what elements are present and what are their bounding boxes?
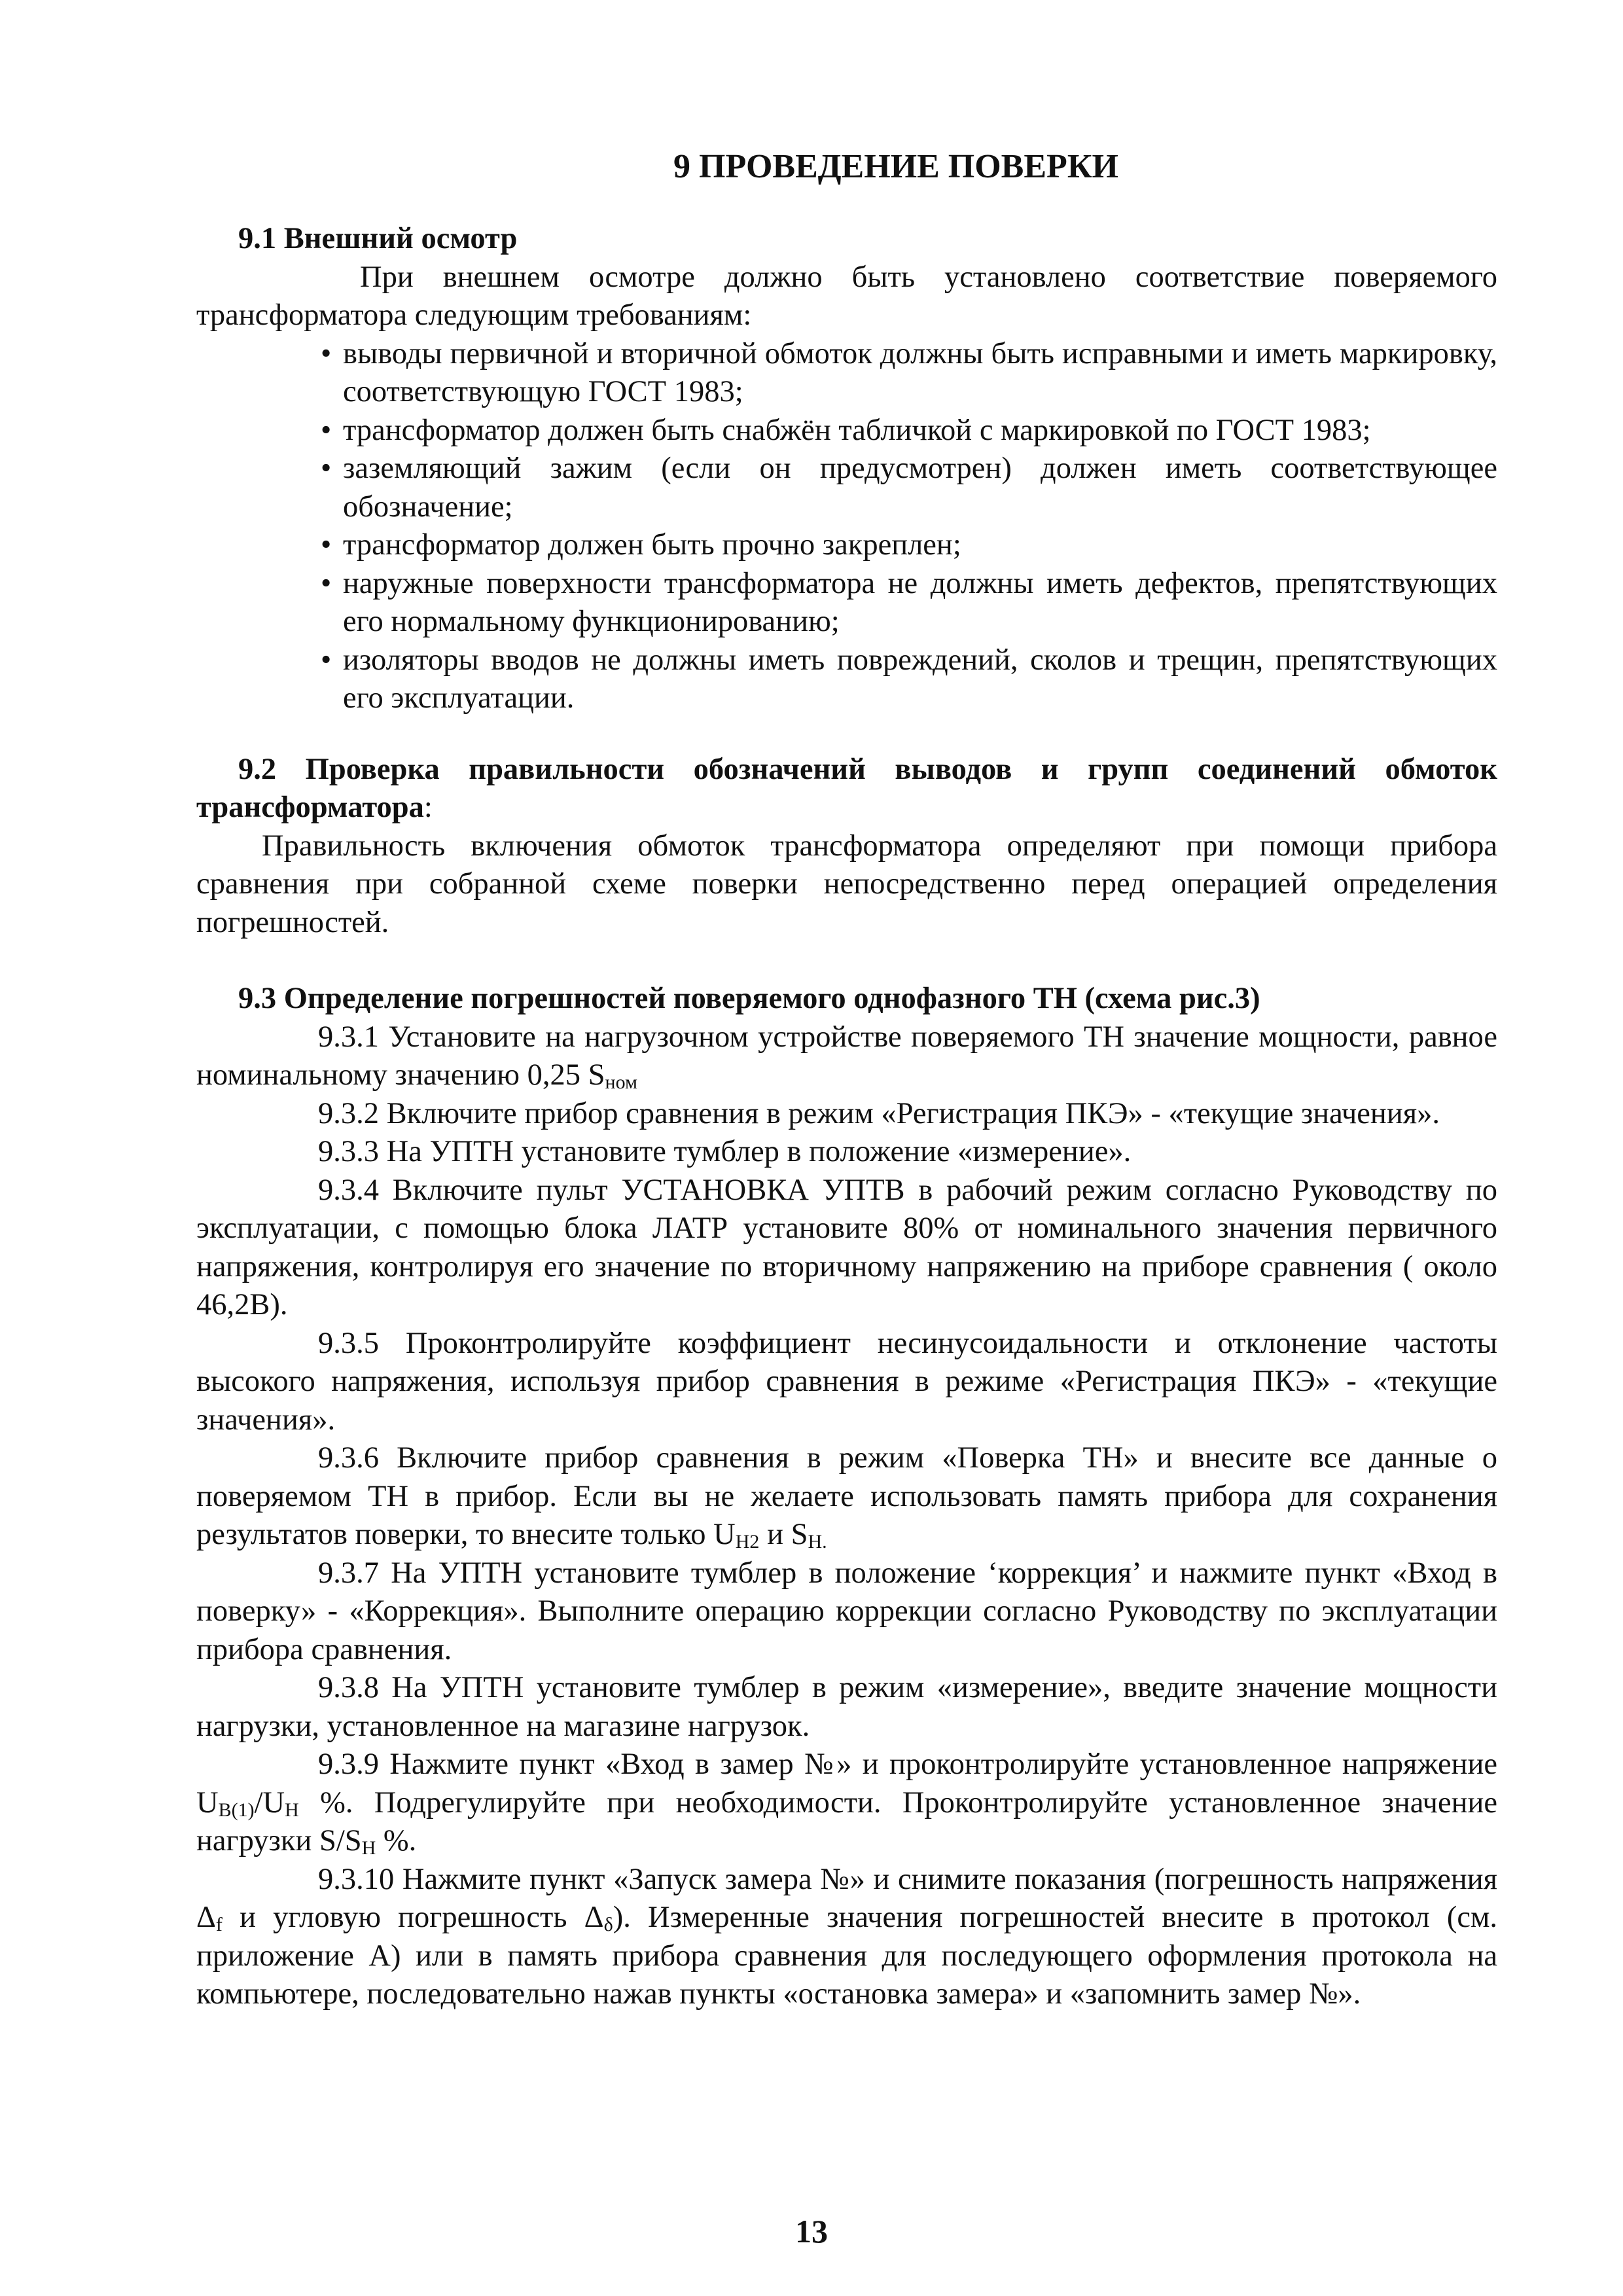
list-item: • выводы первичной и вторичной обмоток должны быть исправными и иметь маркировку, соответствующую ГОСТ 1983;	[321, 335, 1497, 412]
paragraph-9-3-8: 9.3.8 На УПТН установите тумблер в режим «измерение», введите значение мощности нагрузки, установленное на магазине нагрузок.	[196, 1671, 1497, 1743]
section-9-3-heading: 9.3 Определение погрешностей поверяемого однофазного ТН (схема рис.3)	[238, 982, 1260, 1015]
paragraph-9-3-2: 9.3.2 Включите прибор сравнения в режим «Регистрация ПКЭ» - «текущие значения».	[318, 1096, 1440, 1130]
paragraph-9-3-4: 9.3.4 Включите пульт УСТАНОВКА УПТВ в рабочий режим согласно Руководству по эксплуатации, с помощью блока ЛАТР установите 80% от номинального значения первичного напряжения, контролируя его значение по вторичному напряжению на приборе сравнения ( около 46,2В).	[196, 1173, 1497, 1321]
paragraph-9-3-9: 9.3.9 Нажмите пункт «Вход в замер №» и проконтролируйте установленное напряжение $U_{B(1)}/U_H$ %. Подрегулируйте при необходимости. Проконтролируйте установленное значение нагрузки $S/S_H$ %.	[196, 1748, 1497, 1859]
list-item: • трансформатор должен быть прочно закреплен;	[321, 526, 1497, 565]
section-9-2-heading: 9.2 Проверка правильности обозначений выводов и групп соединений обмоток трансформатора:	[196, 752, 1497, 824]
list-item: • изоляторы вводов не должны иметь повреждений, сколов и трещин, препятствующих его эксплуатации.	[321, 641, 1497, 718]
page-number: 13	[795, 2213, 828, 2250]
bullet-icon: •	[321, 336, 332, 370]
paragraph-9-3-1: 9.3.1 Установите на нагрузочном устройстве поверяемого ТН значение мощности, равное номинальному значению 0,25 $S_{ном}$	[196, 1020, 1497, 1093]
list-item: • заземляющий зажим (если он предусмотрен) должен иметь соответствующее обозначение;	[321, 450, 1497, 526]
paragraph-9-3-10: 9.3.10 Нажмите пункт «Запуск замера №» и снимите показания (погрешность напряжения $\Delta_f$ и угловую погрешность $\Delta_\delta$). Измеренные значения погрешностей внесите в протокол (см. приложение А) или в память прибора сравнения для последующего оформления протокола на компьютере, последовательно нажав пункты «остановка замера» и «запомнить замер №».	[196, 1862, 1498, 2011]
list-item: • трансформатор должен быть снабжён табличкой с маркировкой по ГОСТ 1983;	[321, 412, 1497, 450]
paragraph-9-3-3: 9.3.3 На УПТН установите тумблер в положение «измерение».	[318, 1135, 1132, 1168]
bullet-icon: •	[321, 566, 332, 600]
bullet-icon: •	[321, 452, 332, 485]
section-9-2-text: Правильность включения обмоток трансформатора определяют при помощи прибора сравнения при собранной схеме поверки непосредственно перед операцией определения погрешностей.	[196, 829, 1497, 939]
section-9-1-intro: При внешнем осмотре должно быть установлено соответствие поверяемого трансформатора следующим требованиям:	[196, 260, 1497, 332]
list-item: • наружные поверхности трансформатора не должны иметь дефектов, препятствующих его нормальному функционированию;	[321, 565, 1497, 641]
bullet-icon: •	[321, 413, 332, 447]
bullet-icon: •	[321, 643, 332, 677]
requirements-list	[196, 335, 1497, 718]
paragraph-9-3-5: 9.3.5 Проконтролируйте коэффициент несинусоидальности и отклонение частоты высокого напряжения, используя прибор сравнения в режиме «Регистрация ПКЭ» - «текущие значения».	[196, 1326, 1497, 1437]
paragraph-9-3-7: 9.3.7 На УПТН установите тумблер в положение ‘коррекция’ и нажмите пункт «Вход в поверку» - «Коррекция». Выполните операцию коррекции согласно Руководству по эксплуатации прибора сравнения.	[196, 1556, 1497, 1666]
section-9-1-heading: 9.1 Внешний осмотр	[238, 222, 518, 255]
document-page	[196, 144, 1497, 2014]
page-title: 9 ПРОВЕДЕНИЕ ПОВЕРКИ	[673, 148, 1118, 185]
paragraph-9-3-6: 9.3.6 Включите прибор сравнения в режим «Поверка ТН» и внесите все данные о поверяемом ТН в прибор. Если вы не желаете использовать память прибора для сохранения результатов поверки, то внесите только $U_{Н2}$ и $S_{Н.}$	[196, 1441, 1497, 1552]
bullet-icon: •	[321, 528, 332, 562]
